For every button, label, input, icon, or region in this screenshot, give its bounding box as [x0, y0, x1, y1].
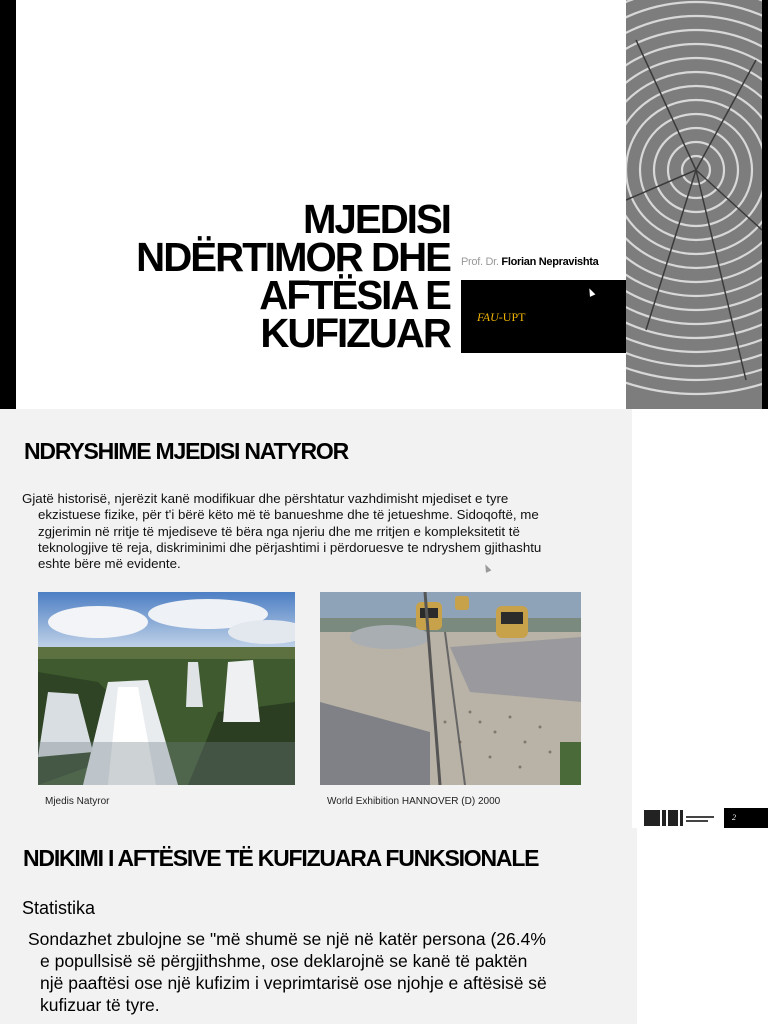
waterfall-photo: [38, 592, 295, 785]
slide-number-box: [724, 808, 768, 828]
paragraph-line: Gjatë historisë, njerëzit kanë modifikuar dhe përshtatur vazhdimisht mjediset e tyre: [22, 491, 509, 506]
slide-heading: NDIKIMI I AFTËSIVE TË KUFIZUARA FUNKSIONALE: [23, 845, 539, 871]
author-line: [461, 256, 598, 268]
title-slide: [0, 0, 768, 409]
title-line: MJEDISI: [302, 196, 450, 242]
slide-paragraph: [22, 491, 602, 572]
content-slide-3: [0, 828, 637, 1024]
slide-subheading: Statistika: [22, 898, 96, 918]
exhibition-photo: [320, 592, 581, 785]
paragraph-line: eshte bëre më evidente.: [38, 556, 181, 572]
wood-rings-image: [626, 0, 762, 409]
paragraph-line: Sondazhet zbulojne se "më shumë se një në katër persona (26.4%: [28, 929, 546, 949]
photo-caption: Mjedis Natyror: [45, 796, 110, 807]
footer-logo-bar: [642, 808, 768, 828]
slide-paragraph: [28, 928, 620, 1016]
paragraph-line: një paaftësi ose një kufizim i veprimtarisë ose njohje e aftësisë së: [40, 973, 547, 993]
paragraph-line: ekzistuese fizike, për t'i bërë këto më të banueshme dhe të jetueshme. Sidoqoftë, me: [38, 507, 539, 523]
paragraph-line: kufizuar të tyre.: [40, 995, 160, 1015]
slide-number: 2: [732, 813, 736, 822]
author-name: Florian Nepravishta: [501, 256, 599, 268]
paragraph-line: teknologjive të reja, diskriminimi dhe përjashtimi i përdoruesve te ndryshem gjithashtu: [38, 539, 542, 555]
title-line: KUFIZUAR: [260, 310, 450, 356]
content-slide-2: [0, 409, 632, 828]
title-line: AFTËSIA E: [259, 272, 450, 318]
slide-title: [70, 196, 450, 356]
paragraph-line: zgjerimin në rritje të mjediseve të bëra nga njeriu dhe me rritjen e kompleksitetit të: [38, 523, 520, 539]
left-border: [0, 0, 16, 409]
faculty-logo-icon: [642, 808, 716, 828]
author-prefix: Prof. Dr.: [461, 256, 499, 268]
institution-label: FAU-UPT: [477, 310, 526, 324]
right-border: [762, 0, 768, 409]
photo-caption: World Exhibition HANNOVER (D) 2000: [327, 796, 501, 807]
mouse-cursor-icon: [587, 287, 596, 297]
title-line: NDËRTIMOR DHE: [136, 234, 450, 280]
slide-heading: NDRYSHIME MJEDISI NATYROR: [24, 438, 348, 464]
paragraph-line: e popullsisë së përgjithshme, ose deklarojnë se kanë të paktën: [40, 951, 528, 971]
